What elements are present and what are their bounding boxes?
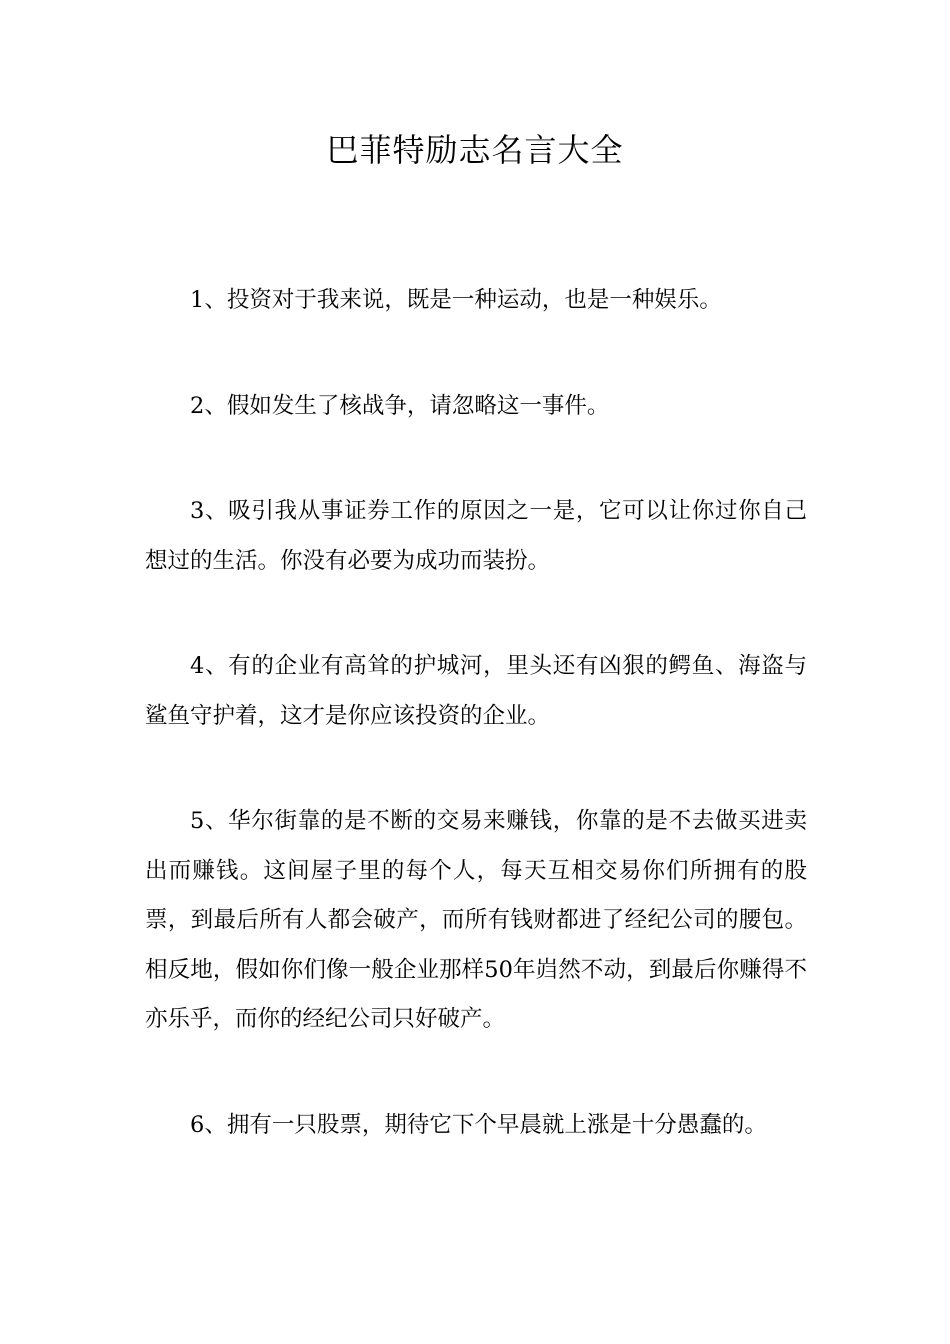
- document-title: 巴菲特励志名言大全: [326, 131, 624, 169]
- quote-paragraph-4: 4、有的企业有高耸的护城河，里头还有凶狠的鳄鱼、海盗与鲨鱼守护着，这才是你应该投资的企业。: [145, 653, 807, 729]
- quote-paragraph-1: 1、投资对于我来说，既是一种运动，也是一种娱乐。: [190, 287, 722, 313]
- quote-paragraph-6: 6、拥有一只股票，期待它下个早晨就上涨是十分愚蠢的。: [190, 1111, 767, 1138]
- document-body: [145, 276, 807, 1206]
- quote-paragraph-3: 3、吸引我从事证券工作的原因之一是，它可以让你过你自己想过的生活。你没有必要为成功而装扮。: [145, 498, 807, 574]
- quote-paragraph-5: 5、华尔街靠的是不断的交易来赚钱，你靠的是不去做买进卖出而赚钱。这间屋子里的每个人，每天互相交易你们所拥有的股票，到最后所有人都会破产，而所有钱财都进了经纪公司的腰包。相反地，假如你们像一般企业那样50年岿然不动，到最后你赚得不亦乐乎，而你的经纪公司只好破产。: [145, 808, 807, 1032]
- quote-paragraph-2: 2、假如发生了核战争，请忽略这一事件。: [190, 392, 610, 419]
